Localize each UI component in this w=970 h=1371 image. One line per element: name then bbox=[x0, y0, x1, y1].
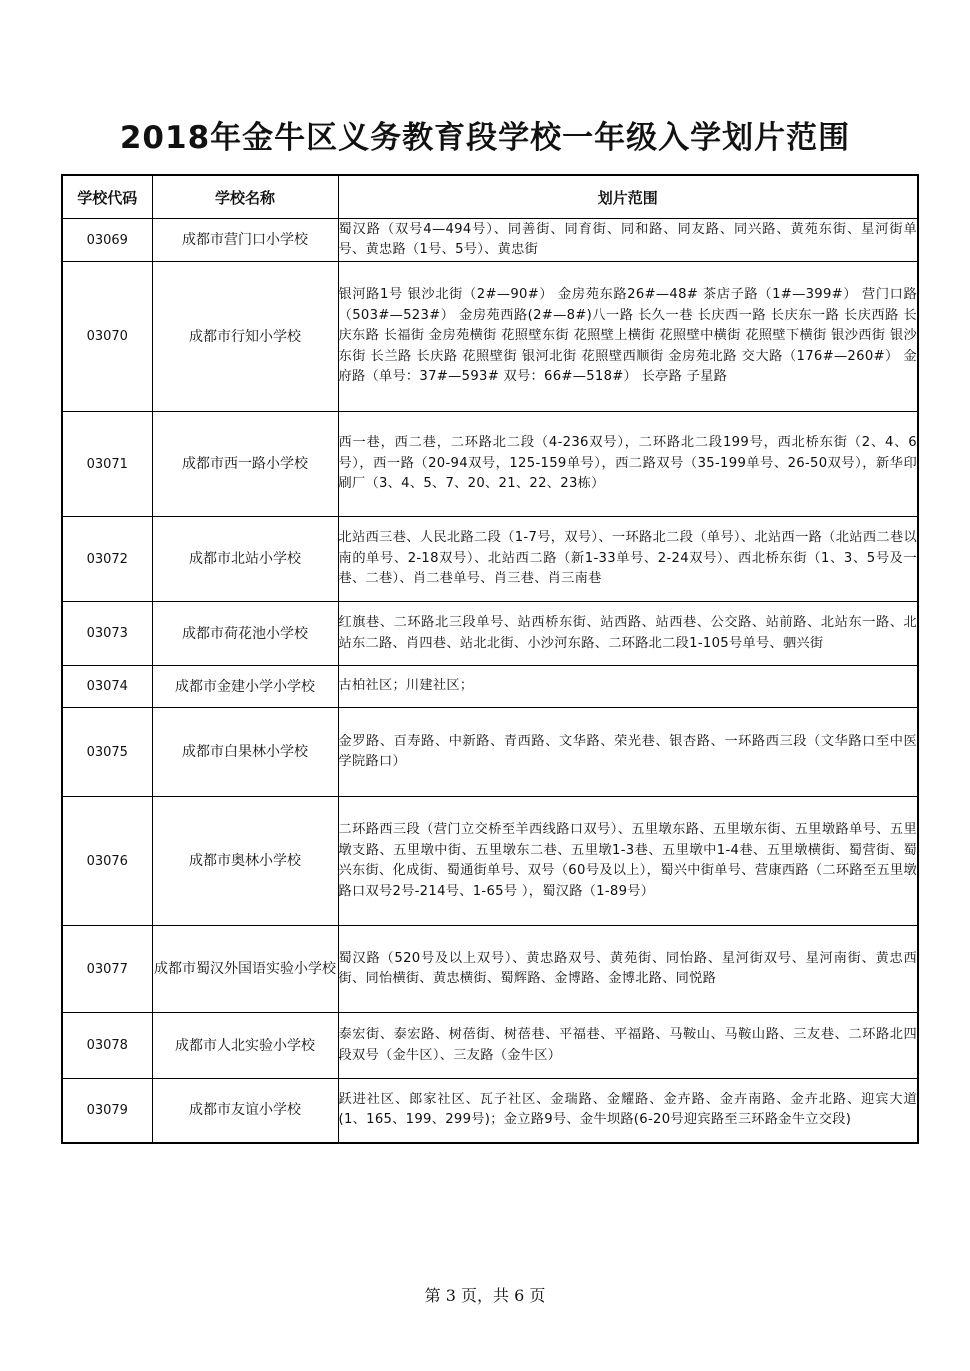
school-code: 03078 bbox=[62, 1013, 152, 1079]
table-row bbox=[62, 708, 918, 797]
table-row bbox=[62, 1013, 918, 1079]
table-row bbox=[62, 412, 918, 517]
header-zoning-range: 划片范围 bbox=[338, 175, 918, 219]
table-header-row bbox=[62, 175, 918, 219]
page-title: 2018年金牛区义务教育段学校一年级入学划片范围 bbox=[119, 120, 851, 156]
zoning-range: 古柏社区；川建社区； bbox=[338, 666, 918, 708]
school-code: 03073 bbox=[62, 602, 152, 666]
school-code: 03070 bbox=[62, 262, 152, 412]
zoning-range: 蜀汉路（520号及以上双号）、黄忠路双号、黄苑街、同怡路、星河街双号、星河南街、黄忠西街、同怡横街、黄忠横街、蜀辉路、金博路、金博北路、同悦路 bbox=[338, 926, 918, 1013]
zoning-range: 蜀汉路（双号4—494号）、同善街、同育街、同和路、同友路、同兴路、黄苑东街、星河街单号、黄忠路（1号、5号）、黄忠街 bbox=[338, 219, 918, 262]
table-row bbox=[62, 262, 918, 412]
zoning-range: 北站西三巷、人民北路二段（1-7号，双号）、一环路北二段（单号）、北站西一路（北站西二巷以南的单号、2-18双号）、北站西二路（新1-33单号、2-24双号）、西北桥东街（1、3、5号及一巷、二巷）、肖二巷单号、肖三巷、肖三南巷 bbox=[338, 517, 918, 602]
school-name: 成都市蜀汉外国语实验小学校 bbox=[152, 926, 338, 1013]
school-code: 03069 bbox=[62, 219, 152, 262]
school-code: 03072 bbox=[62, 517, 152, 602]
table-row bbox=[62, 666, 918, 708]
school-name: 成都市金建小学小学校 bbox=[152, 666, 338, 708]
school-code: 03079 bbox=[62, 1079, 152, 1143]
table-row bbox=[62, 517, 918, 602]
zoning-range: 泰宏街、泰宏路、树蓓街、树蓓巷、平福巷、平福路、马鞍山、马鞍山路、三友巷、二环路北四段双号（金牛区）、三友路（金牛区） bbox=[338, 1013, 918, 1079]
school-code: 03077 bbox=[62, 926, 152, 1013]
school-code: 03074 bbox=[62, 666, 152, 708]
header-school-name: 学校名称 bbox=[152, 175, 338, 219]
school-name: 成都市友谊小学校 bbox=[152, 1079, 338, 1143]
school-zoning-table bbox=[61, 174, 919, 1144]
zoning-range: 红旗巷、二环路北三段单号、站西桥东街、站西路、站西巷、公交路、站前路、北站东一路、北站东二路、肖四巷、站北北街、小沙河东路、二环路北二段1-105号单号、驷兴街 bbox=[338, 602, 918, 666]
school-name: 成都市荷花池小学校 bbox=[152, 602, 338, 666]
page-footer: 第 3 页，共 6 页 bbox=[424, 1286, 546, 1305]
zoning-range: 二环路西三段（营门立交桥至羊西线路口双号）、五里墩东路、五里墩东街、五里墩路单号、五里墩支路、五里墩中街、五里墩东二巷、五里墩1-3巷、五里墩中1-4巷、五里墩横街、蜀营街、蜀兴东街、化成街、蜀通街单号、双号（60号及以上），蜀兴中街单号、营康西路（二环路至五里墩路口双号2号-214号、1-65号 ），蜀汉路（1-89号） bbox=[338, 797, 918, 926]
zoning-range: 银河路1号 银沙北街（2#—90#） 金房苑东路26#—48# 茶店子路（1#—399#） 营门口路（503#—523#） 金房苑西路(2#—8#)八一路 长久一巷 长庆西一路 长庆东一路 长庆西路 长庆东路 长福街 金房苑横街 花照壁东街 花照壁上横街 花照壁中横街 花照壁下横街 银沙西街 银沙东街 长兰路 长庆路 花照壁街 银河北街 花照壁西顺街 金房苑北路 交大路（176#—260#） 金府路（单号：37#—593# 双号：66#—518#） 长亭路 子星路 bbox=[338, 262, 918, 412]
school-name: 成都市西一路小学校 bbox=[152, 412, 338, 517]
school-name: 成都市人北实验小学校 bbox=[152, 1013, 338, 1079]
school-name: 成都市奥林小学校 bbox=[152, 797, 338, 926]
table-row bbox=[62, 602, 918, 666]
school-name: 成都市行知小学校 bbox=[152, 262, 338, 412]
zoning-range: 西一巷，西二巷，二环路北二段（4-236双号），二环路北二段199号，西北桥东街（2、4、6号），西一路（20-94双号，125-159单号），西二路双号（35-199单号、26-50双号），新华印刷厂（3、4、5、7、20、21、22、23栋） bbox=[338, 412, 918, 517]
school-code: 03075 bbox=[62, 708, 152, 797]
table-row bbox=[62, 926, 918, 1013]
school-code: 03076 bbox=[62, 797, 152, 926]
table-row bbox=[62, 797, 918, 926]
table-row bbox=[62, 1079, 918, 1143]
school-name: 成都市北站小学校 bbox=[152, 517, 338, 602]
header-school-code: 学校代码 bbox=[62, 175, 152, 219]
school-name: 成都市营门口小学校 bbox=[152, 219, 338, 262]
zoning-range: 金罗路、百寿路、中新路、青西路、文华路、荣光巷、银杏路、一环路西三段（文华路口至中医学院路口） bbox=[338, 708, 918, 797]
table-row bbox=[62, 219, 918, 262]
zoning-range: 跃进社区、郎家社区、瓦子社区、金瑞路、金耀路、金卉路、金卉南路、金卉北路、迎宾大道(1、165、199、299号)；金立路9号、金牛坝路(6-20号迎宾路至三环路金牛立交段) bbox=[338, 1079, 918, 1143]
school-name: 成都市白果林小学校 bbox=[152, 708, 338, 797]
school-code: 03071 bbox=[62, 412, 152, 517]
